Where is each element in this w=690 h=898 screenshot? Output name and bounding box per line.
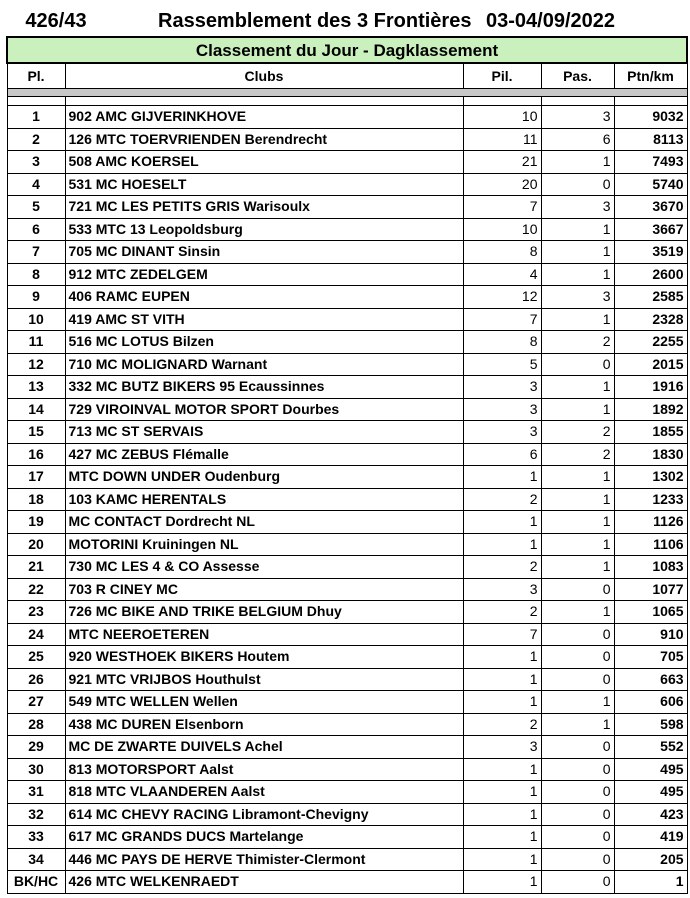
points-cell: 1106	[614, 533, 687, 556]
points-cell: 1126	[614, 511, 687, 534]
rank-cell: 12	[7, 353, 65, 376]
club-cell: 533 MTC 13 Leopoldsburg	[65, 218, 463, 241]
rank-cell: 4	[7, 173, 65, 196]
table-row	[7, 331, 687, 354]
club-cell: 549 MTC WELLEN Wellen	[65, 691, 463, 714]
table-row	[7, 443, 687, 466]
separator-cell	[7, 89, 687, 97]
points-cell: 205	[614, 848, 687, 871]
pilots-cell: 6	[463, 443, 541, 466]
passengers-cell: 1	[541, 151, 614, 174]
pilots-cell: 1	[463, 781, 541, 804]
pilots-cell: 1	[463, 848, 541, 871]
points-cell: 1855	[614, 421, 687, 444]
points-cell: 2328	[614, 308, 687, 331]
points-cell: 1916	[614, 376, 687, 399]
banner-row	[7, 37, 687, 63]
table-row	[7, 691, 687, 714]
club-cell: 438 MC DUREN Elsenborn	[65, 713, 463, 736]
pilots-cell: 7	[463, 623, 541, 646]
club-cell: 813 MOTORSPORT Aalst	[65, 758, 463, 781]
table-row	[7, 466, 687, 489]
ranking-rows	[7, 97, 687, 894]
club-cell: 406 RAMC EUPEN	[65, 286, 463, 309]
pilots-cell: 8	[463, 331, 541, 354]
table-row	[7, 556, 687, 579]
rank-cell: 32	[7, 803, 65, 826]
club-cell: 730 MC LES 4 & CO Assesse	[65, 556, 463, 579]
club-cell: 703 R CINEY MC	[65, 578, 463, 601]
passengers-cell: 0	[541, 758, 614, 781]
passengers-cell: 1	[541, 263, 614, 286]
club-cell: 508 AMC KOERSEL	[65, 151, 463, 174]
pilots-cell: 3	[463, 736, 541, 759]
passengers-cell: 2	[541, 331, 614, 354]
club-cell: 427 MC ZEBUS Flémalle	[65, 443, 463, 466]
table-row	[7, 758, 687, 781]
rank-cell: 34	[7, 848, 65, 871]
points-cell: 419	[614, 826, 687, 849]
passengers-cell: 0	[541, 848, 614, 871]
rank-cell: 18	[7, 488, 65, 511]
rank-cell: 6	[7, 218, 65, 241]
rank-cell: 9	[7, 286, 65, 309]
rank-cell: BK/HC	[7, 871, 65, 894]
table-row	[7, 623, 687, 646]
club-cell: MTC NEEROETEREN	[65, 623, 463, 646]
rank-cell: 33	[7, 826, 65, 849]
rank-cell: 21	[7, 556, 65, 579]
club-cell: 705 MC DINANT Sinsin	[65, 241, 463, 264]
passengers-cell: 1	[541, 398, 614, 421]
rank-cell: 23	[7, 601, 65, 624]
passengers-cell: 1	[541, 466, 614, 489]
points-cell: 3667	[614, 218, 687, 241]
pilots-cell: 2	[463, 556, 541, 579]
pilots-cell: 8	[463, 241, 541, 264]
table-row	[7, 533, 687, 556]
table-row	[7, 601, 687, 624]
club-cell: 531 MC HOESELT	[65, 173, 463, 196]
club-cell: 446 MC PAYS DE HERVE Thimister-Clermont	[65, 848, 463, 871]
points-cell: 910	[614, 623, 687, 646]
table-row	[7, 826, 687, 849]
club-cell: MC CONTACT Dordrecht NL	[65, 511, 463, 534]
passengers-cell: 1	[541, 556, 614, 579]
rank-cell: 29	[7, 736, 65, 759]
passengers-cell: 0	[541, 781, 614, 804]
passengers-cell: 1	[541, 241, 614, 264]
pilots-cell: 1	[463, 533, 541, 556]
pilots-cell: 7	[463, 196, 541, 219]
rank-cell: 10	[7, 308, 65, 331]
column-header-ptn-km: Ptn/km	[614, 63, 687, 89]
club-cell: MC DE ZWARTE DUIVELS Achel	[65, 736, 463, 759]
table-row	[7, 578, 687, 601]
pilots-cell: 1	[463, 646, 541, 669]
table-row	[7, 286, 687, 309]
points-cell: 1233	[614, 488, 687, 511]
points-cell: 1077	[614, 578, 687, 601]
rank-cell: 28	[7, 713, 65, 736]
rank-cell: 3	[7, 151, 65, 174]
table-row	[7, 353, 687, 376]
pilots-cell: 3	[463, 398, 541, 421]
pilots-cell: 10	[463, 218, 541, 241]
points-cell: 3519	[614, 241, 687, 264]
pilots-cell: 2	[463, 601, 541, 624]
spacer-cell	[541, 97, 614, 106]
pilots-cell: 3	[463, 578, 541, 601]
passengers-cell: 1	[541, 601, 614, 624]
rank-cell: 19	[7, 511, 65, 534]
passengers-cell: 1	[541, 511, 614, 534]
points-cell: 3670	[614, 196, 687, 219]
club-cell: 726 MC BIKE AND TRIKE BELGIUM Dhuy	[65, 601, 463, 624]
passengers-cell: 0	[541, 623, 614, 646]
pilots-cell: 1	[463, 511, 541, 534]
table-row	[7, 803, 687, 826]
column-header-pl: Pl.	[7, 63, 65, 89]
spacer-row	[7, 97, 687, 106]
table-row	[7, 106, 687, 129]
table-row	[7, 511, 687, 534]
club-cell: 516 MC LOTUS Bilzen	[65, 331, 463, 354]
passengers-cell: 3	[541, 286, 614, 309]
points-cell: 7493	[614, 151, 687, 174]
passengers-cell: 1	[541, 533, 614, 556]
rank-cell: 15	[7, 421, 65, 444]
table-row	[7, 196, 687, 219]
rank-cell: 8	[7, 263, 65, 286]
ranking-sheet	[6, 6, 686, 894]
pilots-cell: 2	[463, 713, 541, 736]
rank-cell: 13	[7, 376, 65, 399]
points-cell: 2585	[614, 286, 687, 309]
club-cell: 920 WESTHOEK BIKERS Houtem	[65, 646, 463, 669]
club-cell: MTC DOWN UNDER Oudenburg	[65, 466, 463, 489]
table-row	[7, 488, 687, 511]
passengers-cell: 0	[541, 646, 614, 669]
points-cell: 1892	[614, 398, 687, 421]
points-cell: 2015	[614, 353, 687, 376]
rank-cell: 26	[7, 668, 65, 691]
event-name: Rassemblement des 3 Frontières	[158, 9, 472, 32]
club-cell: 818 MTC VLAANDEREN Aalst	[65, 781, 463, 804]
passengers-cell: 0	[541, 871, 614, 894]
points-cell: 495	[614, 781, 687, 804]
club-cell: 729 VIROINVAL MOTOR SPORT Dourbes	[65, 398, 463, 421]
points-cell: 9032	[614, 106, 687, 129]
passengers-cell: 3	[541, 106, 614, 129]
points-cell: 606	[614, 691, 687, 714]
pilots-cell: 1	[463, 871, 541, 894]
rank-cell: 27	[7, 691, 65, 714]
pilots-cell: 11	[463, 128, 541, 151]
table-row	[7, 218, 687, 241]
points-cell: 663	[614, 668, 687, 691]
table-row	[7, 398, 687, 421]
table-row	[7, 781, 687, 804]
points-cell: 2255	[614, 331, 687, 354]
club-cell: 721 MC LES PETITS GRIS Warisoulx	[65, 196, 463, 219]
pilots-cell: 4	[463, 263, 541, 286]
spacer-cell	[614, 97, 687, 106]
pilots-cell: 1	[463, 466, 541, 489]
pilots-cell: 3	[463, 376, 541, 399]
passengers-cell: 3	[541, 196, 614, 219]
passengers-cell: 6	[541, 128, 614, 151]
rank-cell: 1	[7, 106, 65, 129]
event-date: 03-04/09/2022	[486, 9, 616, 32]
passengers-cell: 0	[541, 173, 614, 196]
pilots-cell: 1	[463, 803, 541, 826]
passengers-cell: 2	[541, 443, 614, 466]
rank-cell: 2	[7, 128, 65, 151]
column-header-row	[7, 63, 687, 89]
table-row	[7, 241, 687, 264]
table-row	[7, 668, 687, 691]
table-row	[7, 263, 687, 286]
passengers-cell: 0	[541, 353, 614, 376]
rank-cell: 25	[7, 646, 65, 669]
rank-cell: 5	[7, 196, 65, 219]
club-cell: 921 MTC VRIJBOS Houthulst	[65, 668, 463, 691]
club-cell: 103 KAMC HERENTALS	[65, 488, 463, 511]
passengers-cell: 1	[541, 691, 614, 714]
rank-cell: 7	[7, 241, 65, 264]
club-cell: 332 MC BUTZ BIKERS 95 Ecaussinnes	[65, 376, 463, 399]
table-row	[7, 151, 687, 174]
pilots-cell: 7	[463, 308, 541, 331]
table-row	[7, 128, 687, 151]
points-cell: 1065	[614, 601, 687, 624]
club-cell: 614 MC CHEVY RACING Libramont-Chevigny	[65, 803, 463, 826]
table-row	[7, 308, 687, 331]
passengers-cell: 2	[541, 421, 614, 444]
rank-cell: 31	[7, 781, 65, 804]
pilots-cell: 2	[463, 488, 541, 511]
table-row	[7, 376, 687, 399]
points-cell: 2600	[614, 263, 687, 286]
passengers-cell: 1	[541, 218, 614, 241]
club-cell: 710 MC MOLIGNARD Warnant	[65, 353, 463, 376]
pilots-cell: 1	[463, 826, 541, 849]
points-cell: 8113	[614, 128, 687, 151]
event-number: 426/43	[25, 9, 87, 32]
points-cell: 1083	[614, 556, 687, 579]
passengers-cell: 1	[541, 713, 614, 736]
rank-cell: 11	[7, 331, 65, 354]
banner-title: Classement du Jour - Dagklassement	[7, 37, 687, 63]
table-row	[7, 421, 687, 444]
points-cell: 1830	[614, 443, 687, 466]
rank-cell: 24	[7, 623, 65, 646]
points-cell: 5740	[614, 173, 687, 196]
separator-band	[7, 89, 687, 97]
spacer-cell	[463, 97, 541, 106]
rank-cell: 14	[7, 398, 65, 421]
column-header-pil: Pil.	[463, 63, 541, 89]
rank-cell: 16	[7, 443, 65, 466]
club-cell: 426 MTC WELKENRAEDT	[65, 871, 463, 894]
passengers-cell: 0	[541, 803, 614, 826]
table-row	[7, 173, 687, 196]
points-cell: 598	[614, 713, 687, 736]
passengers-cell: 0	[541, 668, 614, 691]
table-row	[7, 848, 687, 871]
rank-cell: 30	[7, 758, 65, 781]
club-cell: 713 MC ST SERVAIS	[65, 421, 463, 444]
club-cell: MOTORINI Kruiningen NL	[65, 533, 463, 556]
passengers-cell: 0	[541, 578, 614, 601]
passengers-cell: 1	[541, 376, 614, 399]
pilots-cell: 20	[463, 173, 541, 196]
club-cell: 902 AMC GIJVERINKHOVE	[65, 106, 463, 129]
pilots-cell: 1	[463, 668, 541, 691]
points-cell: 423	[614, 803, 687, 826]
passengers-cell: 1	[541, 308, 614, 331]
points-cell: 552	[614, 736, 687, 759]
passengers-cell: 0	[541, 736, 614, 759]
pilots-cell: 21	[463, 151, 541, 174]
column-header-clubs: Clubs	[65, 63, 463, 89]
title-row	[6, 6, 686, 36]
spacer-cell	[65, 97, 463, 106]
table-row	[7, 713, 687, 736]
ranking-table	[6, 36, 688, 894]
rank-cell: 20	[7, 533, 65, 556]
pilots-cell: 5	[463, 353, 541, 376]
points-cell: 705	[614, 646, 687, 669]
pilots-cell: 12	[463, 286, 541, 309]
club-cell: 419 AMC ST VITH	[65, 308, 463, 331]
rank-cell: 22	[7, 578, 65, 601]
passengers-cell: 0	[541, 826, 614, 849]
column-header-pas: Pas.	[541, 63, 614, 89]
pilots-cell: 3	[463, 421, 541, 444]
club-cell: 912 MTC ZEDELGEM	[65, 263, 463, 286]
pilots-cell: 10	[463, 106, 541, 129]
pilots-cell: 1	[463, 691, 541, 714]
club-cell: 617 MC GRANDS DUCS Martelange	[65, 826, 463, 849]
pilots-cell: 1	[463, 758, 541, 781]
club-cell: 126 MTC TOERVRIENDEN Berendrecht	[65, 128, 463, 151]
table-row	[7, 871, 687, 894]
rank-cell: 17	[7, 466, 65, 489]
points-cell: 1	[614, 871, 687, 894]
table-row	[7, 646, 687, 669]
points-cell: 1302	[614, 466, 687, 489]
passengers-cell: 1	[541, 488, 614, 511]
table-row	[7, 736, 687, 759]
spacer-cell	[7, 97, 65, 106]
points-cell: 495	[614, 758, 687, 781]
